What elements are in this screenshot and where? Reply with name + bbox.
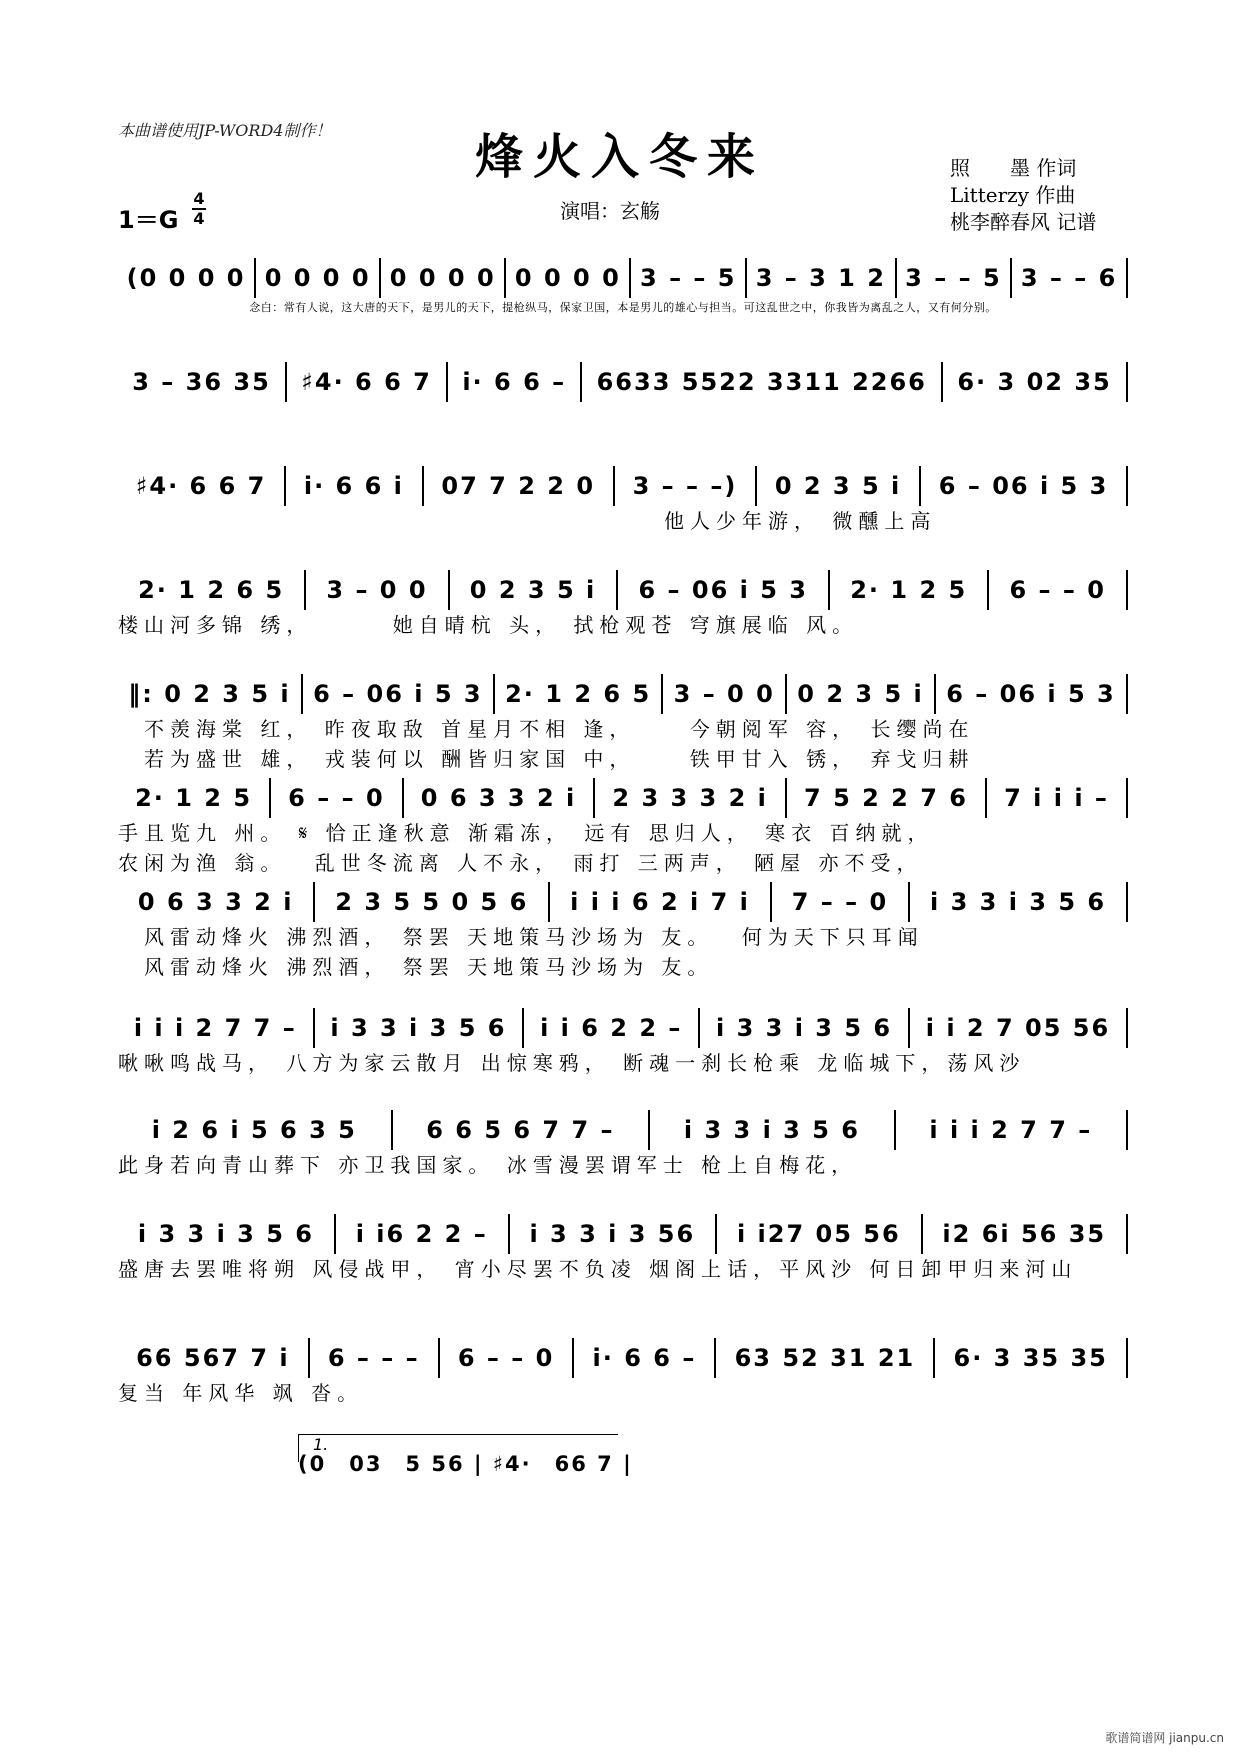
lyric-line: 他人少年游， 微醺上高 [118, 509, 937, 533]
measure: 6 – 06 i 5 3 [921, 466, 1128, 506]
measure: 6 – – – [310, 1338, 440, 1378]
score-system [118, 1110, 1128, 1180]
first-ending-bracket: 1. [298, 1434, 618, 1462]
score-system [118, 1008, 1128, 1078]
measure: (0 0 0 0 [118, 258, 256, 298]
measure: 3 – – 5 [897, 258, 1013, 298]
measure: ♯4· 6 6 7 [118, 466, 286, 506]
lyric-line: 此身若向青山葬下 亦卫我国家。 冰雪漫罢谓军士 枪上自梅花， [118, 1153, 858, 1177]
score-system [118, 258, 1128, 318]
site-watermark: 歌谱简谱网 jianpu.cn [1105, 1731, 1224, 1745]
score-system [118, 778, 1128, 878]
measure: 6 – 06 i 5 3 [936, 674, 1128, 714]
measure: i 2 6 i 5 6 3 5 [118, 1110, 393, 1150]
notes-line [118, 1338, 1128, 1378]
measure: 0 0 0 0 [256, 258, 381, 298]
measure: ♯4· 6 6 7 [287, 362, 448, 402]
measure: 3 – 0 0 [663, 674, 787, 714]
time-signature-bottom: 4 [193, 209, 205, 228]
measure: 6· 3 02 35 [943, 362, 1128, 402]
singer-credit: 演唱：玄觞 [560, 199, 660, 223]
measure: i i 6 2 2 – [524, 1008, 700, 1048]
measure: i i6 2 2 – [336, 1214, 510, 1254]
lyric-line: 楼山河多锦 绣， 她自晴杭 头， 拭枪观苍 穹旗展临 风。 [118, 613, 859, 637]
measure: i i27 05 56 [717, 1214, 922, 1254]
notes-line [118, 258, 1128, 298]
measure: 2 3 3 3 2 i [595, 778, 787, 818]
notes-line [118, 1214, 1128, 1254]
measure: i· 6 6 – [448, 362, 582, 402]
score-system [118, 362, 1128, 402]
measure: 0 2 3 5 i [450, 570, 619, 610]
measure: 3 – 0 0 [306, 570, 449, 610]
lyric-line: 手且览九 州。 𝄋 恰正逢秋意 渐霜冻， 远有 思归人， 寒衣 百纳就， [118, 821, 934, 845]
measure: 2· 1 2 5 [830, 570, 989, 610]
score-system [118, 1214, 1128, 1284]
time-signature [192, 190, 206, 228]
measure: 6 6 5 6 7 7 – [393, 1110, 651, 1150]
measure: 6 – – 0 [271, 778, 404, 818]
measure: 3 – 36 35 [118, 362, 287, 402]
measure: i· 6 6 – [574, 1338, 716, 1378]
credits [950, 155, 1096, 236]
measure: 0 6 3 3 2 i [404, 778, 596, 818]
measure: 6· 3 35 35 [935, 1338, 1128, 1378]
measure: 2 3 5 5 0 5 6 [315, 882, 550, 922]
measure: 3 – – 6 [1012, 258, 1128, 298]
lyricist-credit: 照 墨 作词 [950, 156, 1077, 180]
measure: 2· 1 2 6 5 [495, 674, 664, 714]
measure: 2· 1 2 6 5 [118, 570, 306, 610]
key-signature: 1＝G [118, 206, 179, 234]
spoken-intro-text: 念白：常有人说，这大唐的天下，是男儿的天下，提枪纵马，保家卫国，本是男儿的雄心与担当。可这乱世之中，你我皆为离乱之人，又有何分别。 [249, 301, 997, 314]
measure: 3 – 3 1 2 [747, 258, 896, 298]
measure: 3 – – –) [615, 466, 757, 506]
measure: i i 2 7 05 56 [910, 1008, 1128, 1048]
lyric-line: 风雷动烽火 沸烈酒， 祭罢 天地策马沙场为 友。 [118, 955, 714, 979]
notes-line [118, 570, 1128, 610]
measure: i i i 2 7 7 – [896, 1110, 1128, 1150]
notes-line [118, 466, 1128, 506]
measure: 3 – – 5 [631, 258, 747, 298]
measure: 7 – – 0 [772, 882, 910, 922]
measure: 0 0 0 0 [506, 258, 631, 298]
notes-line [118, 882, 1128, 922]
score-system [118, 466, 1128, 536]
measure: 7 5 2 2 7 6 [787, 778, 987, 818]
measure: i i i 6 2 i 7 i [550, 882, 772, 922]
made-with-note: 本曲谱使用JP-WORD4制作！ [118, 121, 332, 140]
measure: 0 6 3 3 2 i [118, 882, 315, 922]
composer-credit: Litterzy 作曲 [950, 183, 1076, 207]
measure: i 3 3 i 3 5 6 [118, 1214, 336, 1254]
lyric-line: 风雷动烽火 沸烈酒， 祭罢 天地策马沙场为 友。 何为天下只耳闻 [118, 925, 924, 949]
lyric-line: 农闲为渔 翁。 乱世冬流离 人不永， 雨打 三两声， 陋屋 亦不受， [118, 851, 923, 875]
measure: 6633 5522 3311 2266 [582, 362, 943, 402]
measure: 6 – – 0 [440, 1338, 575, 1378]
measure: ‖: 0 2 3 5 i [118, 674, 303, 714]
measure: i 3 3 i 3 56 [510, 1214, 717, 1254]
score-system [118, 1338, 1128, 1408]
lyric-line: 若为盛世 雄， 戎装何以 酬皆归家国 中， 铁甲甘入 锈， 弃戈归耕 [118, 747, 975, 771]
lyric-line: 复当 年风华 飒 沓。 [118, 1381, 364, 1405]
notes-line [118, 1110, 1128, 1150]
notes-line [118, 1008, 1128, 1048]
song-title: 烽火入冬来 [474, 129, 765, 185]
measure: 0 0 0 0 [381, 258, 506, 298]
measure: i i i 2 7 7 – [118, 1008, 315, 1048]
score-system [118, 674, 1128, 774]
score-system [118, 882, 1128, 982]
measure: i 3 3 i 3 5 6 [650, 1110, 895, 1150]
measure: i 3 3 i 3 5 6 [700, 1008, 910, 1048]
lyric-line: 盛唐去罢唯将朔 风侵战甲， 宵小尽罢不负凌 烟阁上话，平风沙 何日卸甲归来河山 [118, 1257, 1078, 1281]
notes-line [118, 362, 1128, 402]
transcriber-credit: 桃李醉春风 记谱 [950, 210, 1097, 234]
time-signature-top: 4 [193, 189, 205, 208]
measure: 2· 1 2 5 [118, 778, 271, 818]
measure: i· 6 6 i [286, 466, 424, 506]
notes-line [118, 674, 1128, 714]
first-ending-notes: (0 03 5 56 | ♯4· 66 7 | [298, 1452, 633, 1476]
measure: 6 – 06 i 5 3 [618, 570, 830, 610]
measure: i 3 3 i 3 5 6 [910, 882, 1128, 922]
lyric-line: 啾啾鸣战马， 八方为家云散月 出惊寒鸦， 断魂一刹长枪乘 龙临城下，荡风沙 [118, 1051, 1026, 1075]
notes-line [118, 778, 1128, 818]
measure: 66 567 7 i [118, 1338, 310, 1378]
measure: 0 2 3 5 i [757, 466, 921, 506]
measure: 6 – – 0 [989, 570, 1128, 610]
lyric-line: 不羡海棠 红， 昨夜取敌 首星月不相 逢， 今朝阅军 容， 长缨尚在 [118, 717, 975, 741]
measure: 07 7 2 2 0 [424, 466, 615, 506]
measure: 7 i i i – [987, 778, 1128, 818]
measure: 6 – 06 i 5 3 [303, 674, 495, 714]
measure: i 3 3 i 3 5 6 [315, 1008, 525, 1048]
score-system [118, 570, 1128, 640]
measure: 0 2 3 5 i [787, 674, 936, 714]
measure: 63 52 31 21 [716, 1338, 935, 1378]
measure: i2 6i 56 35 [923, 1214, 1128, 1254]
